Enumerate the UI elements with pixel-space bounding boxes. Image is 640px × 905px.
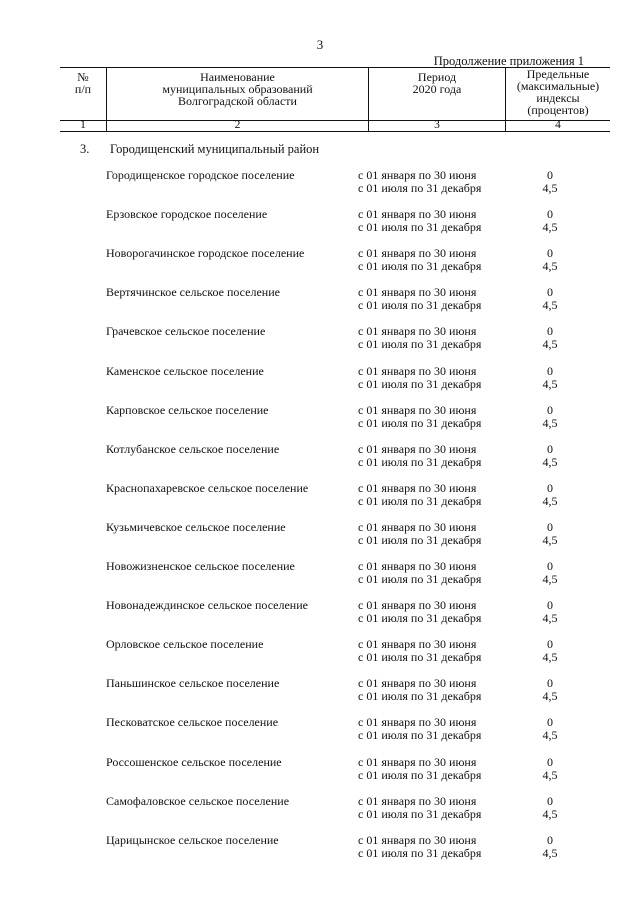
settlement-name: Новорогачинское городское поселение	[106, 246, 305, 260]
index-value-first-half: 0	[547, 403, 553, 417]
index-value-first-half: 0	[547, 794, 553, 808]
index-value-first-half: 0	[547, 637, 553, 651]
table-row	[0, 521, 640, 551]
index-value-second-half: 4,5	[542, 650, 558, 664]
period-second-half: с 01 июля по 31 декабря	[358, 455, 482, 469]
index-value-second-half: 4,5	[542, 533, 558, 547]
period-first-half: с 01 января по 30 июня	[358, 755, 477, 769]
index-value-first-half: 0	[547, 207, 553, 221]
index-value-first-half: 0	[547, 676, 553, 690]
index-value-second-half: 4,5	[542, 572, 558, 586]
table-row	[0, 247, 640, 277]
column-number-4: 4	[555, 119, 561, 131]
index-value-second-half: 4,5	[542, 846, 558, 860]
table-row	[0, 834, 640, 864]
period-first-half: с 01 января по 30 июня	[358, 676, 477, 690]
table-row	[0, 325, 640, 355]
index-value-second-half: 4,5	[542, 728, 558, 742]
settlement-name: Карповское сельское поселение	[106, 403, 269, 417]
settlement-name: Краснопахаревское сельское поселение	[106, 481, 309, 495]
column-number-1: 1	[80, 119, 86, 131]
period-first-half: с 01 января по 30 июня	[358, 324, 477, 338]
table-row	[0, 756, 640, 786]
column-number-3: 3	[434, 119, 440, 131]
index-value-first-half: 0	[547, 324, 553, 338]
appendix-note: Продолжение приложения 1	[433, 54, 584, 68]
period-first-half: с 01 января по 30 июня	[358, 442, 477, 456]
index-value-first-half: 0	[547, 755, 553, 769]
period-second-half: с 01 июля по 31 декабря	[358, 611, 482, 625]
table-row	[0, 169, 640, 199]
index-value-second-half: 4,5	[542, 337, 558, 351]
index-value-second-half: 4,5	[542, 298, 558, 312]
settlement-name: Новожизненское сельское поселение	[106, 559, 295, 573]
period-first-half: с 01 января по 30 июня	[358, 715, 477, 729]
period-second-half: с 01 июля по 31 декабря	[358, 377, 482, 391]
settlement-name: Грачевское сельское поселение	[106, 324, 266, 338]
index-value-second-half: 4,5	[542, 259, 558, 273]
table-row	[0, 677, 640, 707]
index-value-first-half: 0	[547, 598, 553, 612]
index-value-second-half: 4,5	[542, 377, 558, 391]
period-first-half: с 01 января по 30 июня	[358, 598, 477, 612]
period-first-half: с 01 января по 30 июня	[358, 794, 477, 808]
settlement-name: Орловское сельское поселение	[106, 637, 264, 651]
table-row	[0, 208, 640, 238]
index-value-second-half: 4,5	[542, 181, 558, 195]
index-value-second-half: 4,5	[542, 416, 558, 430]
period-first-half: с 01 января по 30 июня	[358, 168, 477, 182]
period-first-half: с 01 января по 30 июня	[358, 559, 477, 573]
index-value-first-half: 0	[547, 364, 553, 378]
period-second-half: с 01 июля по 31 декабря	[358, 337, 482, 351]
settlement-name: Кузьмичевское сельское поселение	[106, 520, 286, 534]
page-number: 3	[316, 37, 324, 52]
index-value-second-half: 4,5	[542, 807, 558, 821]
table-row	[0, 365, 640, 395]
period-second-half: с 01 июля по 31 декабря	[358, 807, 482, 821]
settlement-name: Царицынское сельское поселение	[106, 833, 279, 847]
index-value-first-half: 0	[547, 442, 553, 456]
index-value-second-half: 4,5	[542, 768, 558, 782]
table-row	[0, 599, 640, 629]
settlement-name: Россошенское сельское поселение	[106, 755, 282, 769]
period-second-half: с 01 июля по 31 декабря	[358, 768, 482, 782]
period-first-half: с 01 января по 30 июня	[358, 833, 477, 847]
header-col-period: Период 2020 года	[412, 70, 462, 96]
index-value-first-half: 0	[547, 481, 553, 495]
table-row	[0, 482, 640, 512]
table-row	[0, 560, 640, 590]
index-value-first-half: 0	[547, 715, 553, 729]
index-value-first-half: 0	[547, 246, 553, 260]
header-col-name: Наименование муниципальных образований Волгоградской области	[162, 70, 313, 108]
settlement-name: Песковатское сельское поселение	[106, 715, 279, 729]
settlement-name: Новонадеждинское сельское поселение	[106, 598, 308, 612]
period-first-half: с 01 января по 30 июня	[358, 364, 477, 378]
header-col-index: Предельные (максимальные) индексы (процентов)	[516, 67, 600, 117]
period-second-half: с 01 июля по 31 декабря	[358, 728, 482, 742]
district-name: Городищенский муниципальный район	[110, 142, 320, 156]
period-second-half: с 01 июля по 31 декабря	[358, 416, 482, 430]
index-value-second-half: 4,5	[542, 220, 558, 234]
period-first-half: с 01 января по 30 июня	[358, 285, 477, 299]
district-number: 3.	[80, 142, 90, 156]
index-value-second-half: 4,5	[542, 494, 558, 508]
settlement-name: Ерзовское городское поселение	[106, 207, 268, 221]
period-first-half: с 01 января по 30 июня	[358, 246, 477, 260]
period-second-half: с 01 июля по 31 декабря	[358, 220, 482, 234]
index-value-second-half: 4,5	[542, 689, 558, 703]
table-row	[0, 286, 640, 316]
settlement-name: Каменское сельское поселение	[106, 364, 264, 378]
settlement-name: Паньшинское сельское поселение	[106, 676, 280, 690]
column-number-2: 2	[234, 119, 241, 131]
table-row	[0, 638, 640, 668]
period-second-half: с 01 июля по 31 декабря	[358, 689, 482, 703]
index-value-second-half: 4,5	[542, 455, 558, 469]
index-value-first-half: 0	[547, 285, 553, 299]
period-second-half: с 01 июля по 31 декабря	[358, 298, 482, 312]
period-first-half: с 01 января по 30 июня	[358, 637, 477, 651]
table-row	[0, 716, 640, 746]
period-second-half: с 01 июля по 31 декабря	[358, 846, 482, 860]
period-first-half: с 01 января по 30 июня	[358, 403, 477, 417]
index-value-second-half: 4,5	[542, 611, 558, 625]
table-header	[60, 67, 610, 132]
period-second-half: с 01 июля по 31 декабря	[358, 259, 482, 273]
period-second-half: с 01 июля по 31 декабря	[358, 650, 482, 664]
period-first-half: с 01 января по 30 июня	[358, 481, 477, 495]
period-first-half: с 01 января по 30 июня	[358, 207, 477, 221]
index-value-first-half: 0	[547, 168, 553, 182]
settlement-name: Котлубанское сельское поселение	[106, 442, 280, 456]
table-row	[0, 443, 640, 473]
index-value-first-half: 0	[547, 833, 553, 847]
table-row	[0, 404, 640, 434]
settlement-name: Вертячинское сельское поселение	[106, 285, 280, 299]
index-value-first-half: 0	[547, 520, 553, 534]
settlement-name: Самофаловское сельское поселение	[106, 794, 290, 808]
index-value-first-half: 0	[547, 559, 553, 573]
period-second-half: с 01 июля по 31 декабря	[358, 181, 482, 195]
period-second-half: с 01 июля по 31 декабря	[358, 572, 482, 586]
header-col-number: № п/п	[74, 70, 92, 96]
period-second-half: с 01 июля по 31 декабря	[358, 533, 482, 547]
settlement-name: Городищенское городское поселение	[106, 168, 295, 182]
period-second-half: с 01 июля по 31 декабря	[358, 494, 482, 508]
period-first-half: с 01 января по 30 июня	[358, 520, 477, 534]
table-row	[0, 795, 640, 825]
